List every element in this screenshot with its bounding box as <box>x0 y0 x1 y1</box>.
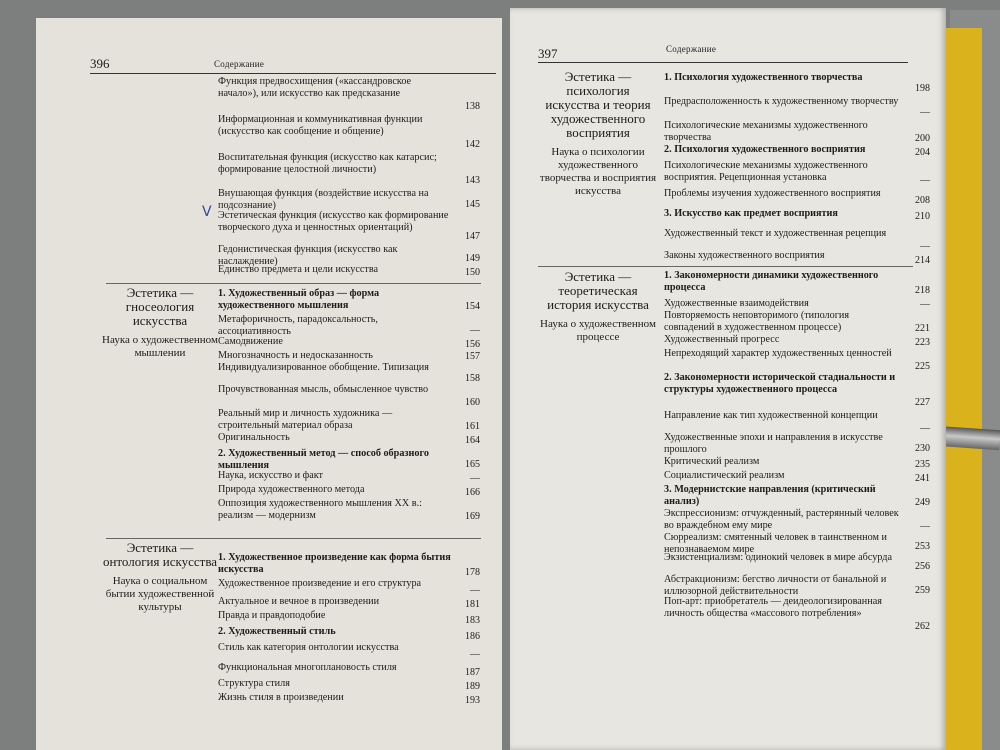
toc-entry-text: Правда и правдоподобие <box>218 610 326 621</box>
section-heading: Эстетика — онтология искусства <box>102 540 218 569</box>
toc-entry-text: Критический реализм <box>664 456 760 467</box>
toc-page-number: 181 <box>465 598 480 610</box>
toc-entry-text: Стиль как категория онтологии искусства <box>218 642 399 653</box>
toc-entry <box>218 448 480 470</box>
toc-page-number: 150 <box>465 266 480 278</box>
page-number: 397 <box>538 46 558 61</box>
toc-entry-text: 1. Художественное произведение как форма бытия искусства <box>218 552 451 575</box>
left-page <box>36 18 502 750</box>
toc-page-number: 221 <box>915 322 930 334</box>
toc-entry-text: Природа художественного метода <box>218 484 365 495</box>
toc-entry-text: Функциональная многоплановость стиля <box>218 662 397 673</box>
toc-entry-text: Сюрреализм: смятенный человек в таинственном и непознаваемом мире <box>664 532 887 555</box>
toc-entry <box>664 144 930 158</box>
toc-entry-text: Оппозиция художественного мышления XX в.: реализм — модернизм <box>218 498 422 521</box>
toc-entry-text: 3. Искусство как предмет восприятия <box>664 208 838 219</box>
running-head: Содержание <box>666 44 717 54</box>
toc-entry-text: Непреходящий характер художественных ценностей <box>664 348 892 359</box>
toc-page-number: 166 <box>465 486 480 498</box>
toc-page-number: 178 <box>465 566 480 578</box>
toc-entry <box>218 470 480 484</box>
toc-entry-text: 1. Психология художественного творчества <box>664 72 863 83</box>
toc-entry-text: Направление как тип художественной концепции <box>664 410 878 421</box>
toc-entry <box>664 372 930 408</box>
toc-entry <box>218 642 480 660</box>
toc-page-number: 262 <box>915 620 930 632</box>
toc-entry <box>664 270 930 296</box>
toc-entry-text: Художественный прогресс <box>664 334 780 345</box>
toc-page-number: — <box>920 240 930 252</box>
toc-page-number: 259 <box>915 584 930 596</box>
toc-entry <box>218 662 480 678</box>
toc-page-number: 164 <box>465 434 480 446</box>
toc-entry-text: Повторяемость неповторимого (типология совпадений в художественном процессе) <box>664 310 850 333</box>
toc-entry-text: Эстетическая функция (искусство как формирование творческого духа и ценностных ориентаций) <box>218 210 449 233</box>
toc-page-number: 241 <box>915 472 930 484</box>
section-title <box>98 286 222 360</box>
toc-entry-text: 2. Художественный стиль <box>218 626 336 637</box>
section-divider <box>538 266 913 267</box>
toc-entry <box>218 552 480 578</box>
toc-entry-text: Художественные эпохи и направления в искусстве прошлого <box>664 432 883 455</box>
toc-entry <box>218 610 480 626</box>
toc-entry-text: Поп-арт: приобретатель — деидеологизированная личность общества «массового потребления» <box>664 596 882 619</box>
toc-page-number: — <box>920 298 930 310</box>
toc-page-number: 157 <box>465 350 480 362</box>
toc-entry-text: Внушающая функция (воздействие искусства на подсознание) <box>218 188 429 211</box>
toc-entry-text: Структура стиля <box>218 678 290 689</box>
toc-page-number: 160 <box>465 396 480 408</box>
toc-entry-text: 2. Закономерности исторической стадиальности и структуры художественного процесса <box>664 372 896 395</box>
toc-entry <box>664 188 930 206</box>
toc-entry <box>664 574 930 596</box>
section-title <box>538 70 658 198</box>
right-page <box>510 8 946 750</box>
toc-page-number: 210 <box>915 210 930 222</box>
toc-page-number: 223 <box>915 336 930 348</box>
section-heading: Эстетика — теоретическая история искусства <box>547 269 649 312</box>
toc-entry <box>218 114 480 150</box>
toc-entry-text: Реальный мир и личность художника — строительный материал образа <box>218 408 393 431</box>
toc-entry-text: Актуальное и вечное в произведении <box>218 596 380 607</box>
toc-entry-text: Самодвижение <box>218 336 283 347</box>
toc-entry <box>218 498 480 522</box>
toc-page-number: 256 <box>915 560 930 572</box>
toc-entry <box>218 432 480 446</box>
page-number: 396 <box>90 56 110 71</box>
toc-entry-text: Законы художественного восприятия <box>664 250 825 261</box>
toc-entry-text: Функция предвосхищения («кассандровское начало»), или искусство как предсказание <box>218 76 412 99</box>
toc-entry <box>218 288 480 312</box>
toc-entry <box>664 334 930 348</box>
toc-page-number: 189 <box>465 680 480 692</box>
toc-entry <box>218 76 480 112</box>
toc-entry-text: Психологические механизмы художественного восприятия. Рецепционная установка <box>664 160 868 183</box>
section-subtitle: Наука о социальном бытии художественной культуры <box>105 575 215 613</box>
toc-page-number: — <box>920 174 930 186</box>
toc-entry <box>218 188 480 210</box>
toc-page-number: 156 <box>465 338 480 350</box>
toc-entry <box>664 298 930 310</box>
toc-page-number: — <box>470 648 480 660</box>
toc-entry <box>218 336 480 350</box>
toc-entry-text: Художественный текст и художественная рецепция <box>664 228 887 239</box>
toc-page-number: 208 <box>915 194 930 206</box>
toc-page-number: — <box>470 584 480 596</box>
toc-entry-text: Психологические механизмы художественного творчества <box>664 120 868 143</box>
toc-entry <box>218 626 480 642</box>
toc-entry-text: Жизнь стиля в произведении <box>218 692 344 703</box>
section-title <box>98 541 222 614</box>
section-heading: Эстетика — психология искусства и теория художественного восприятия <box>545 69 651 140</box>
toc-page-number: 193 <box>465 694 480 706</box>
toc-entry <box>664 552 930 572</box>
toc-entry <box>664 208 930 222</box>
toc-page-number: 235 <box>915 458 930 470</box>
toc-entry <box>218 678 480 692</box>
toc-entry <box>218 692 480 706</box>
toc-entry <box>664 250 930 266</box>
toc-entry-text: Метафоричность, парадоксальность, ассоциативность <box>218 314 378 337</box>
toc-page-number: — <box>920 422 930 434</box>
toc-entry-text: Прочувствованная мысль, обмысленное чувство <box>218 384 429 395</box>
toc-page-number: 227 <box>915 396 930 408</box>
toc-entry-text: 1. Закономерности динамики художественного процесса <box>664 270 879 293</box>
toc-page-number: — <box>470 472 480 484</box>
toc-entry-text: Единство предмета и цели искусства <box>218 264 379 275</box>
toc-entry <box>664 470 930 484</box>
toc-entry-text: Наука, искусство и факт <box>218 470 324 481</box>
header-rule <box>90 73 496 74</box>
toc-entry-text: Многозначность и недосказанность <box>218 350 373 361</box>
toc-entry-text: Предрасположенность к художественному творчеству <box>664 96 899 107</box>
toc-page-number: 158 <box>465 372 480 384</box>
toc-entry-text: Гедонистическая функция (искусство как наслаждение) <box>218 244 398 267</box>
toc-entry <box>218 596 480 610</box>
toc-entry <box>664 410 930 434</box>
toc-entry-text: Абстракционизм: бегство личности от банальной и иллюзорной действительности <box>664 574 887 597</box>
toc-entry <box>664 508 930 532</box>
toc-page-number: 154 <box>465 300 480 312</box>
toc-entry <box>218 314 480 336</box>
toc-entry <box>664 532 930 555</box>
toc-entry <box>664 120 930 144</box>
toc-page-number: 218 <box>915 284 930 296</box>
toc-entry <box>664 228 930 252</box>
toc-page-number: 200 <box>915 132 930 144</box>
toc-entry <box>218 210 480 242</box>
toc-page-number: 143 <box>465 174 480 186</box>
toc-entry <box>664 310 930 334</box>
toc-page-number: 183 <box>465 614 480 626</box>
toc-entry <box>218 362 480 384</box>
toc-entry <box>218 264 480 278</box>
section-subtitle: Наука о художественном мышлении <box>102 334 218 359</box>
toc-page-number: 225 <box>915 360 930 372</box>
toc-entry-text: 2. Художественный метод — способ образного мышления <box>218 448 429 471</box>
toc-entry-text: Художественное произведение и его структура <box>218 578 422 589</box>
toc-entry <box>664 96 930 118</box>
toc-page-number: 249 <box>915 496 930 508</box>
toc-page-number: 169 <box>465 510 480 522</box>
toc-entry-text: Информационная и коммуникативная функции (искусство как сообщение и общение) <box>218 114 423 137</box>
toc-entry-text: Проблемы изучения художественного восприятия <box>664 188 881 199</box>
section-heading: Эстетика — гносеология искусства <box>125 285 195 328</box>
pen-checkmark: V <box>202 204 212 220</box>
section-divider <box>106 538 481 539</box>
toc-entry-text: 3. Модернистские направления (критический анализ) <box>664 484 876 507</box>
toc-entry-text: 1. Художественный образ — форма художественного мышления <box>218 288 380 311</box>
toc-page-number: 165 <box>465 458 480 470</box>
toc-entry <box>664 72 930 94</box>
toc-entry <box>218 244 480 267</box>
toc-entry <box>218 578 480 596</box>
toc-entry-text: Оригинальность <box>218 432 290 443</box>
toc-entry-text: 2. Психология художественного восприятия <box>664 144 866 155</box>
toc-page-number: 204 <box>915 146 930 158</box>
toc-entry <box>664 484 930 508</box>
section-divider <box>106 283 481 284</box>
toc-entry <box>664 160 930 186</box>
toc-entry-text: Экзистенциализм: одинокий человек в мире абсурда <box>664 552 892 563</box>
toc-entry-text: Экспрессионизм: отчужденный, растерянный человек во враждебном ему мире <box>664 508 899 531</box>
toc-page-number: — <box>920 106 930 118</box>
toc-page-number: — <box>920 520 930 532</box>
toc-entry-text: Индивидуализированное обобщение. Типизация <box>218 362 429 373</box>
toc-entry <box>218 350 480 362</box>
toc-page-number: 230 <box>915 442 930 454</box>
section-subtitle: Наука о психологии художественного творчества и восприятия искусства <box>539 146 657 197</box>
toc-entry-text: Социалистический реализм <box>664 470 785 481</box>
toc-page-number: 142 <box>465 138 480 150</box>
toc-entry <box>664 456 930 470</box>
header-rule <box>538 62 908 63</box>
toc-page-number: 138 <box>465 100 480 112</box>
toc-page-number: 187 <box>465 666 480 678</box>
toc-page-number: 253 <box>915 540 930 552</box>
section-title <box>538 270 658 344</box>
toc-page-number: 147 <box>465 230 480 242</box>
toc-entry <box>218 484 480 498</box>
toc-page-number: — <box>470 324 480 336</box>
toc-entry <box>664 348 930 372</box>
toc-page-number: 186 <box>465 630 480 642</box>
toc-page-number: 149 <box>465 252 480 264</box>
toc-entry <box>664 596 930 632</box>
section-subtitle: Наука о художественном процессе <box>540 318 656 343</box>
toc-entry-text: Воспитательная функция (искусство как катарсис; формирование целостной личности) <box>218 152 437 175</box>
toc-entry <box>218 384 480 408</box>
toc-page-number: 161 <box>465 420 480 432</box>
toc-page-number: 145 <box>465 198 480 210</box>
toc-page-number: 198 <box>915 82 930 94</box>
toc-page-number: 214 <box>915 254 930 266</box>
toc-entry <box>218 152 480 186</box>
running-head: Содержание <box>214 59 265 69</box>
toc-entry <box>218 408 480 432</box>
toc-entry <box>664 432 930 454</box>
toc-entry-text: Художественные взаимодействия <box>664 298 809 309</box>
